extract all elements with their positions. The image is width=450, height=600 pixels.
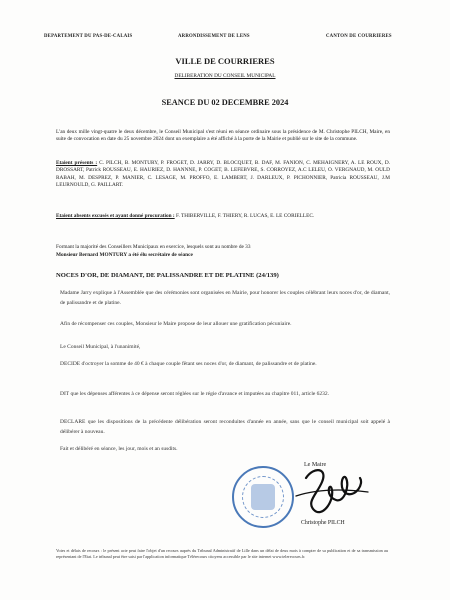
mayor-name: Christophe PILCH bbox=[301, 520, 345, 526]
mayor-signature bbox=[284, 462, 374, 524]
stamp-emblem bbox=[251, 484, 275, 510]
absent-names: F. THIBERVILLE, F. THIERY, R. LUCAS, E. LE CORIELLEC. bbox=[175, 213, 315, 219]
section-title: NOCES D'OR, DE DIAMANT, DE PALISSANDRE ET DE PLATINE (24/139) bbox=[56, 272, 279, 279]
body-p5: DIT que les dépenses afférentes à ce dépense seront réglées sur le régie d'avance et imputées au chapitre 011, article 6232. bbox=[60, 391, 330, 397]
city-title: VILLE DE COURRIERES bbox=[175, 56, 275, 66]
secretary-text: Monsieur Bernard MONTURY a été élu secrétaire de séance bbox=[56, 252, 193, 258]
session-title: SEANCE DU 02 DECEMBRE 2024 bbox=[161, 98, 289, 107]
absent-list bbox=[56, 213, 390, 220]
body-p4: DECIDE d'octroyer la somme de 40 € à chaque couple fêtant ses noces d'or, de diamant, de palissandre et de platine. bbox=[60, 361, 317, 367]
header-canton: CANTON DE COURRIERES bbox=[326, 34, 392, 39]
header-department: DEPARTEMENT DU PAS-DE-CALAIS bbox=[44, 34, 133, 39]
doc-type: DELIBERATION DU CONSEIL MUNICIPAL bbox=[174, 73, 276, 79]
present-names: C. PILCH, B. MONTURY, P. FROGET, D. JARRY, D. BLOCQUET, B. DAF, M. FANION, C. MEHAIGNERY, A. LE ROUX, D. DROSSART, Patrick ROUSSEAU, E. HAURIEZ, D. HANNNE, P. COGET, B. LEFEBVRE, S. CORROYEZ, A.C LELEU, O. VERGNAUD, M. OULD RABAH, M. DESPREZ, P. MANIER, C. LESAGE, M. PROFFO, E. LAMBERT, J. DARLEUX, P. PICHONNIER, Patricia ROUSSEAU, J.M LEURNOULD, G. PAILLART. bbox=[56, 160, 390, 189]
quorum-text: Formant la majorité des Conseillers Municipaux en exercice, lesquels sont au nombre de 33 bbox=[56, 244, 251, 250]
present-list bbox=[56, 160, 390, 190]
present-label: Etaient présents : bbox=[56, 160, 98, 166]
body-p3: Le Conseil Municipal, à l'unanimité, bbox=[60, 344, 141, 350]
body-p6: DECLARE que les dispositions de la précédente délibération seront reconduites d'année en année, sans que le conseil municipal soit appelé à délibérer à nouveau. bbox=[60, 419, 390, 435]
absent-label: Etaient absents excusés et ayant donné procuration : bbox=[56, 213, 175, 219]
header-arrondissement: ARRONDISSEMENT DE LENS bbox=[178, 34, 250, 39]
body-p7: Fait et délibéré en séance, les jour, mois et an susdits. bbox=[60, 446, 178, 452]
intro-paragraph: L'an deux mille vingt-quatre le deux décembre, le Conseil Municipal s'est réuni en séance ordinaire sous la présidence de M. Christophe PILCH, Maire, en suite de convocation en date du 25 novembre 2024 dont un exemplaire a été affiché à la porte de la Mairie et publié sur le site de la commune. bbox=[56, 129, 390, 143]
body-p2: Afin de récompenser ces couples, Monsieur le Maire propose de leur allouer une gratification pécuniaire. bbox=[60, 321, 292, 327]
body-p1: Madame Jarry explique à l'Assemblée que des cérémonies sont organisées en Mairie, pour honorer les couples célébrant leurs noces d'or, de diamant, de palissandre et de platine. bbox=[60, 290, 390, 306]
mayor-title: Le Maire bbox=[304, 462, 327, 468]
footer-legal-notice: Voies et délais de recours : le présent acte peut faire l'objet d'un recours auprès du Tribunal Administratif de Lille dans un délai de deux mois à compter de sa publication et de sa transmission au représentant de l'Etat. Le tribunal peut être saisi par l'application informatique Télérecours citoyens accessible par le site internet www.telerecours.fr. bbox=[56, 548, 388, 560]
